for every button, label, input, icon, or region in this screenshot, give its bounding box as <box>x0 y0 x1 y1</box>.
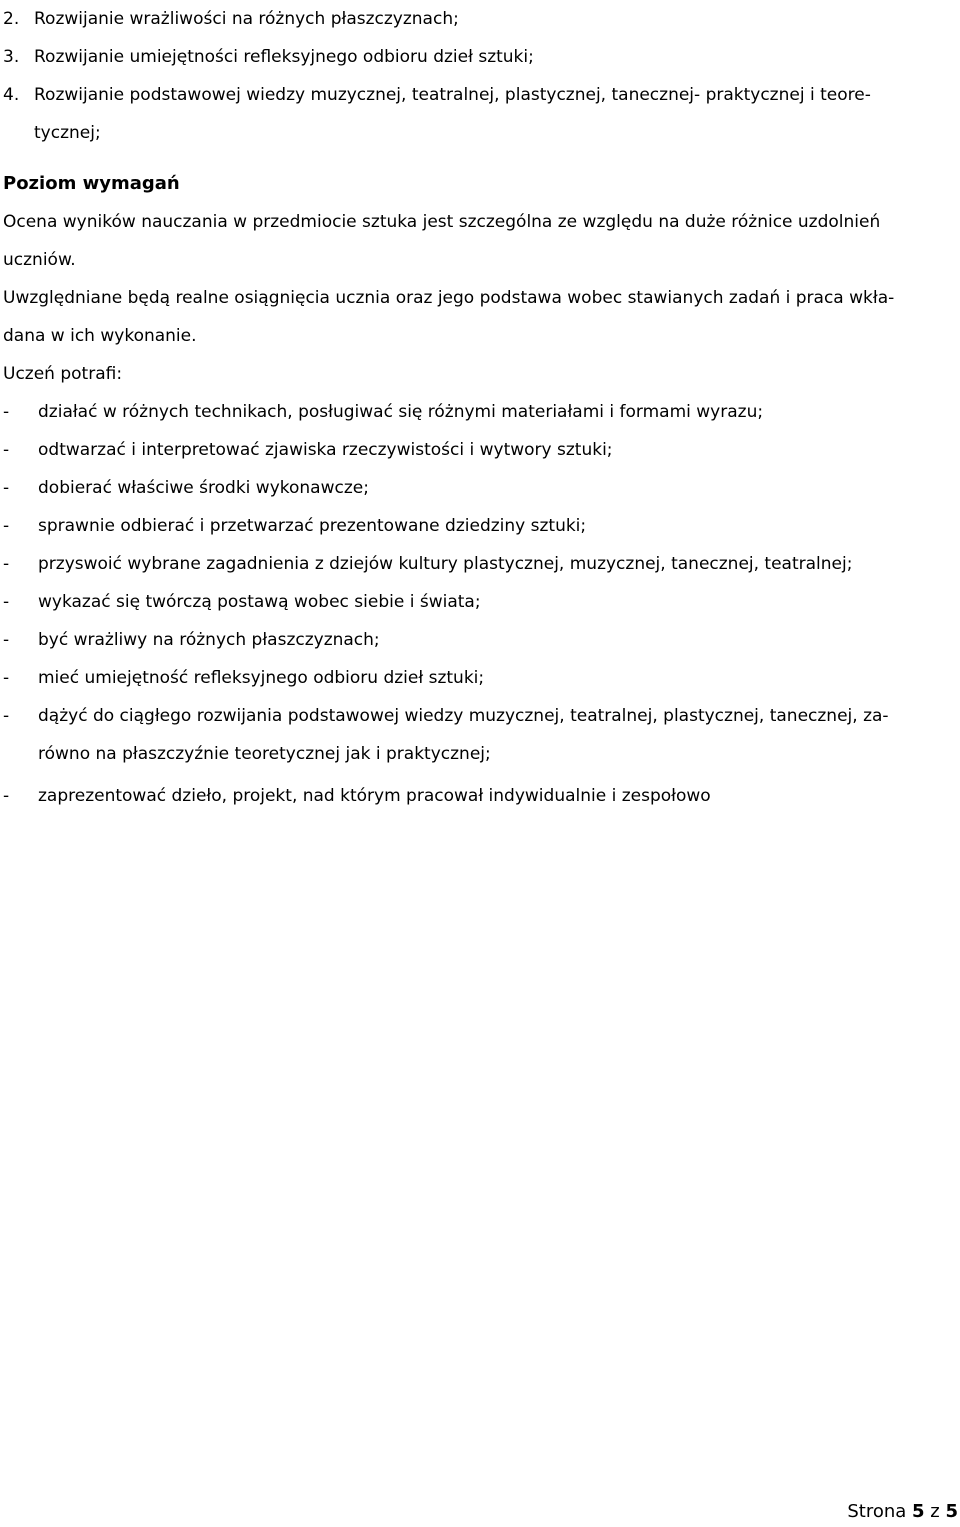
bullet-dash: - <box>3 516 10 536</box>
bullet-dash: - <box>3 478 10 498</box>
paragraph-line: uczniów. <box>3 250 76 270</box>
paragraph <box>3 355 958 393</box>
bullet-text: mieć umiejętność refleksyjnego odbioru dzieł sztuki; <box>38 668 485 688</box>
bullet-dash: - <box>3 668 10 688</box>
bullet-item <box>3 507 958 545</box>
bullet-item <box>3 777 958 815</box>
bullet-item <box>3 583 958 621</box>
numbered-item <box>3 76 958 114</box>
numbered-item <box>3 38 958 76</box>
paragraph-line: Uwzględniane będą realne osiągnięcia ucznia oraz jego podstawa wobec stawianych zadań i praca wkła- <box>3 288 895 308</box>
paragraph-line: Ocena wyników nauczania w przedmiocie sztuka jest szczególna ze względu na duże różnice uzdolnień <box>3 212 881 232</box>
bullet-text-continuation: równo na płaszczyźnie teoretycznej jak i praktycznej; <box>38 744 491 764</box>
bullet-text: przyswoić wybrane zagadnienia z dziejów kultury plastycznej, muzycznej, tanecznej, teatralnej; <box>38 554 853 574</box>
bullet-text: dążyć do ciągłego rozwijania podstawowej wiedzy muzycznej, teatralnej, plastycznej, tanecznej, za- <box>38 706 889 726</box>
footer-prefix: Strona <box>847 1501 913 1522</box>
item-number: 4. <box>3 85 20 105</box>
document-body <box>3 0 958 815</box>
bullet-item <box>3 621 958 659</box>
bullet-text: zaprezentować dzieło, projekt, nad którym pracował indywidualnie i zespołowo <box>38 786 711 806</box>
bullet-dash: - <box>3 630 10 650</box>
footer-total-pages: 5 <box>945 1501 958 1522</box>
numbered-list <box>3 0 958 152</box>
item-number: 2. <box>3 9 20 29</box>
bullet-item <box>3 545 958 583</box>
bullet-text: dobierać właściwe środki wykonawcze; <box>38 478 369 498</box>
bullet-text: sprawnie odbierać i przetwarzać prezentowane dziedziny sztuki; <box>38 516 587 536</box>
bullet-item <box>3 431 958 469</box>
section-heading: Poziom wymagań <box>3 173 180 194</box>
paragraph <box>3 279 958 355</box>
bullet-text: odtwarzać i interpretować zjawiska rzeczywistości i wytwory sztuki; <box>38 440 613 460</box>
bullet-dash: - <box>3 706 10 726</box>
paragraph <box>3 203 958 279</box>
bullet-dash: - <box>3 554 10 574</box>
page-number-footer <box>847 1498 958 1526</box>
item-text: Rozwijanie wrażliwości na różnych płaszczyznach; <box>34 9 459 29</box>
bullet-text: być wrażliwy na różnych płaszczyznach; <box>38 630 380 650</box>
item-text: Rozwijanie umiejętności refleksyjnego odbioru dzieł sztuki; <box>34 47 534 67</box>
paragraph-line: dana w ich wykonanie. <box>3 326 197 346</box>
bullet-dash: - <box>3 440 10 460</box>
bullet-item <box>3 393 958 431</box>
bullet-item <box>3 659 958 697</box>
item-text-continuation: tycznej; <box>34 123 101 143</box>
bullet-dash: - <box>3 786 10 806</box>
bullet-text: wykazać się twórczą postawą wobec siebie i świata; <box>38 592 481 612</box>
numbered-item <box>3 0 958 38</box>
bullet-item <box>3 469 958 507</box>
item-text: Rozwijanie podstawowej wiedzy muzycznej, teatralnej, plastycznej, tanecznej- praktycznej i teore- <box>34 85 871 105</box>
footer-current-page: 5 <box>912 1501 925 1522</box>
bullet-list <box>3 393 958 815</box>
bullet-text: działać w różnych technikach, posługiwać się różnymi materiałami i formami wyrazu; <box>38 402 764 422</box>
item-number: 3. <box>3 47 20 67</box>
bullet-item <box>3 697 958 735</box>
footer-middle: z <box>924 1501 946 1522</box>
paragraph-line: Uczeń potrafi: <box>3 364 123 384</box>
bullet-dash: - <box>3 592 10 612</box>
bullet-dash: - <box>3 402 10 422</box>
